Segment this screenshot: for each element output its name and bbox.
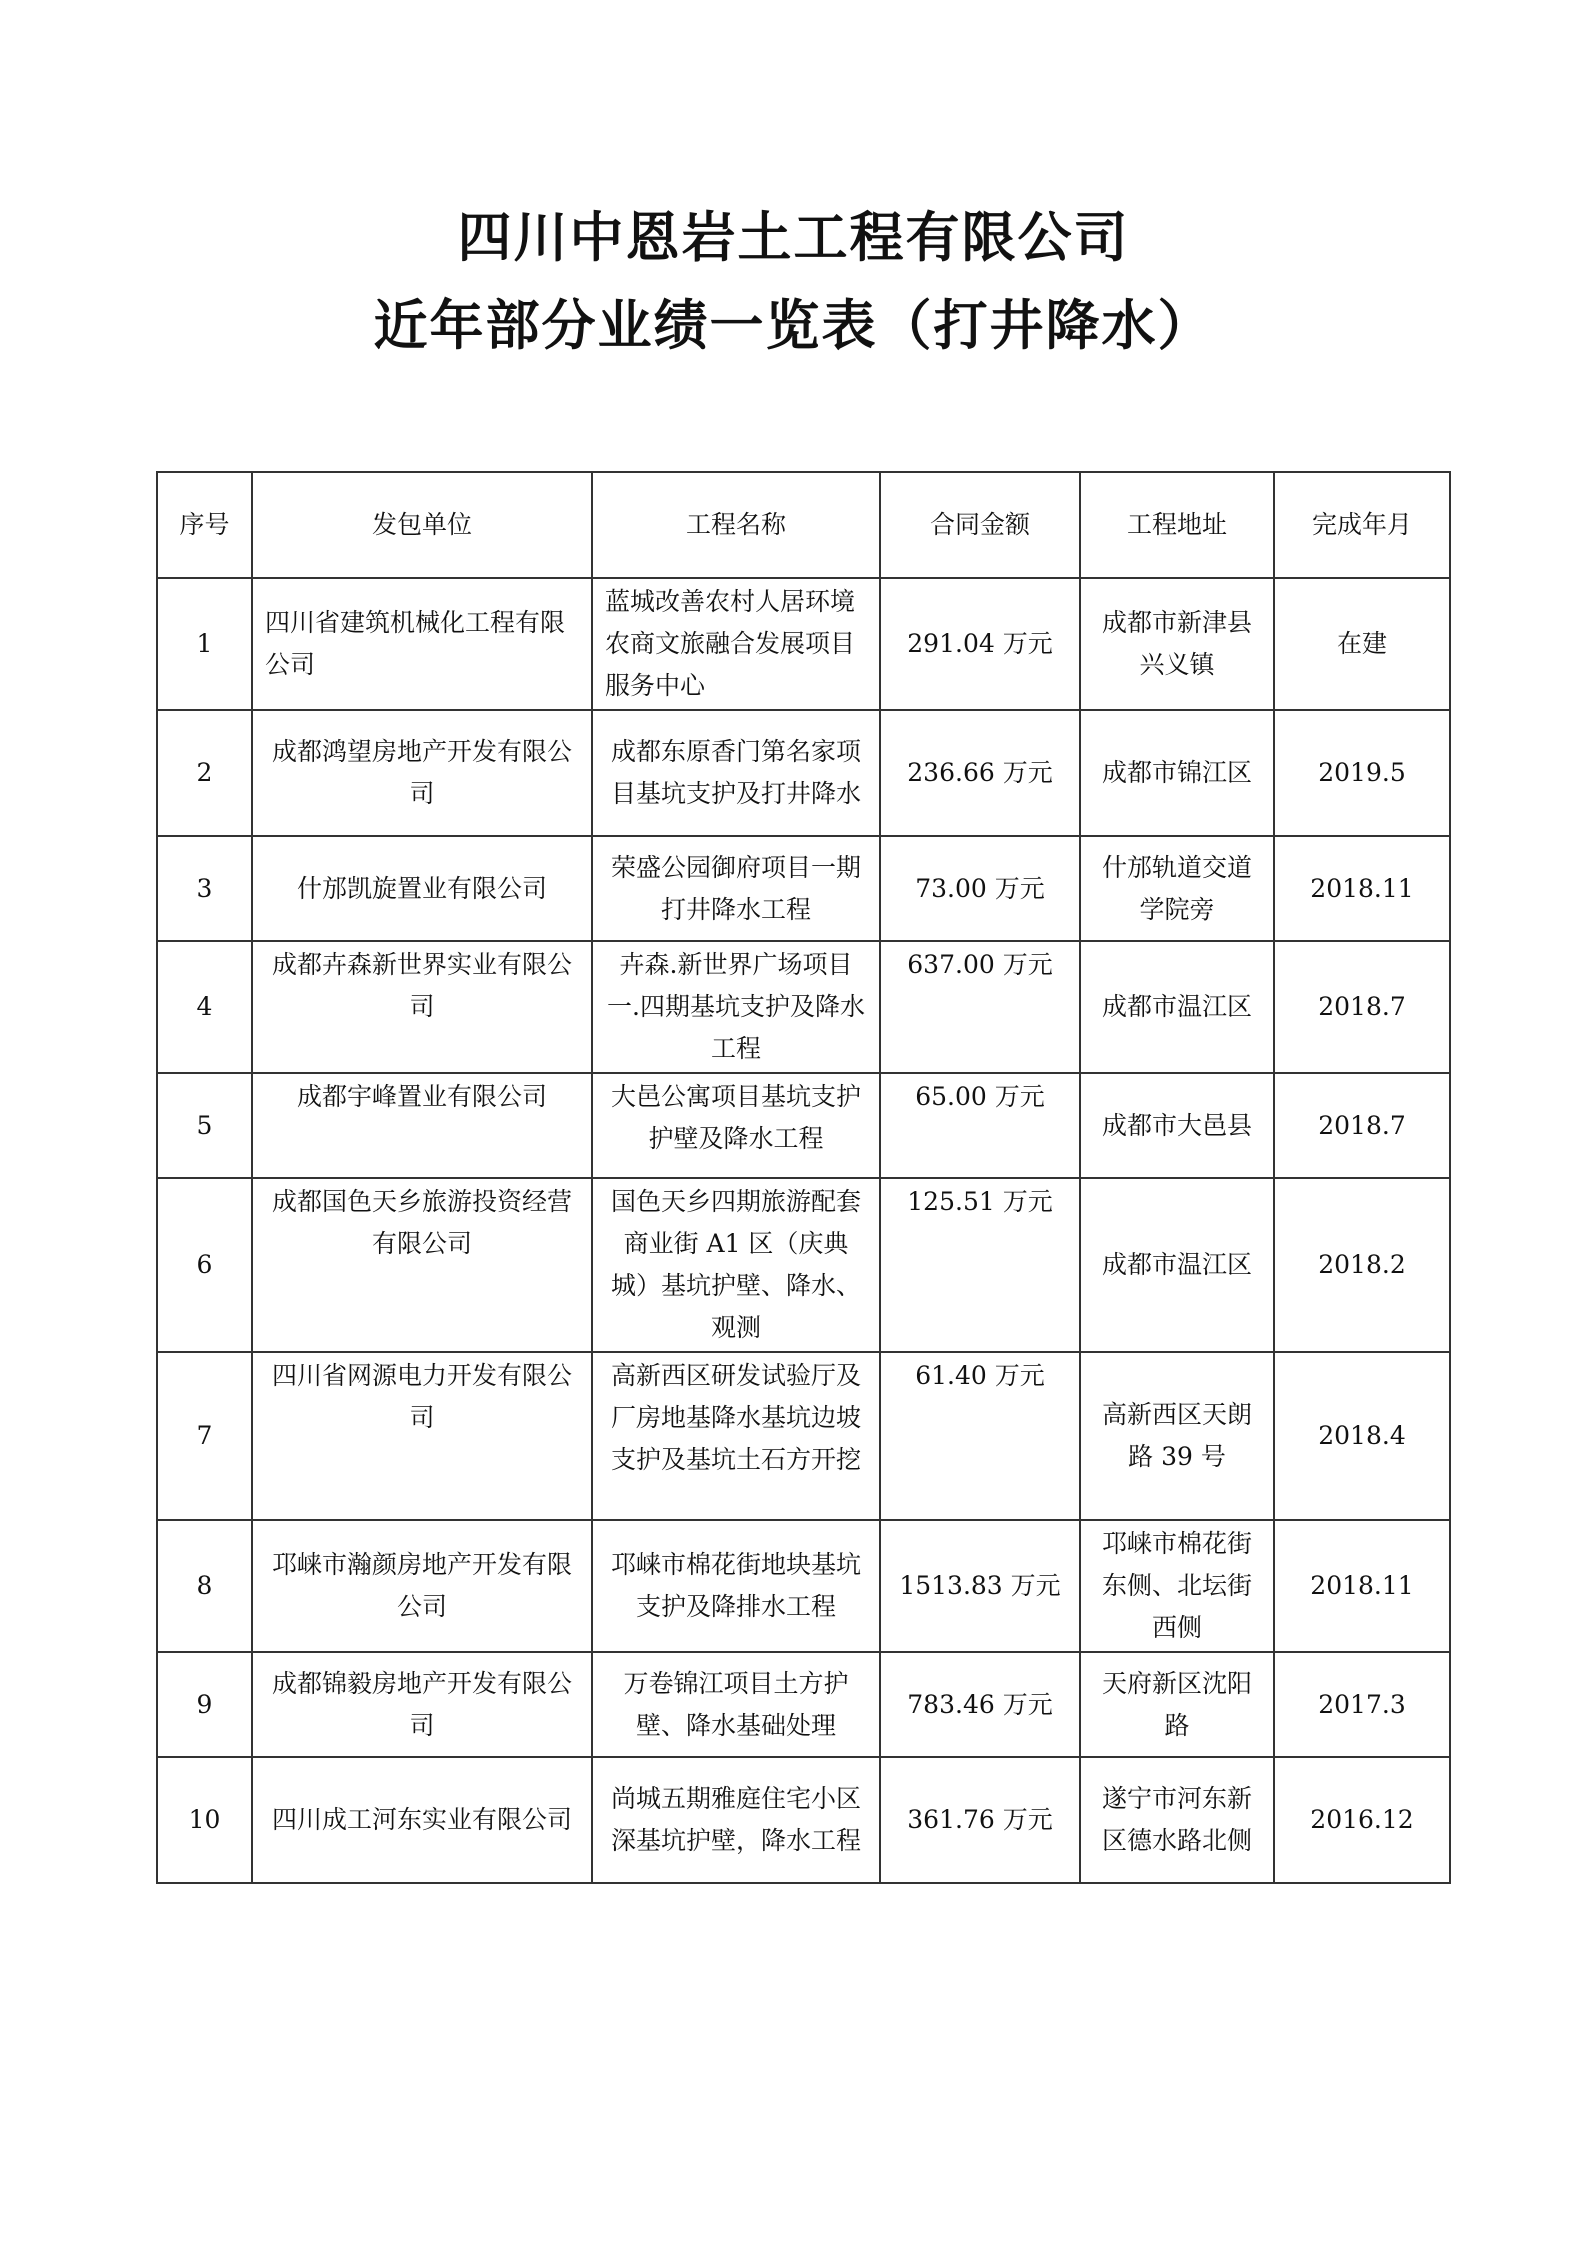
header-amount: 合同金额 (880, 472, 1080, 578)
header-address: 工程地址 (1080, 472, 1274, 578)
cell-client: 成都宇峰置业有限公司 (252, 1073, 592, 1178)
cell-no: 9 (157, 1652, 252, 1757)
cell-amount: 361.76 万元 (880, 1757, 1080, 1883)
cell-project: 邛崃市棉花街地块基坑支护及降排水工程 (592, 1520, 880, 1652)
cell-project: 国色天乡四期旅游配套商业街 A1 区（庆典城）基坑护壁、降水、观测 (592, 1178, 880, 1352)
cell-project: 高新西区研发试验厅及厂房地基降水基坑边坡支护及基坑土石方开挖 (592, 1352, 880, 1520)
table-row (157, 710, 1450, 836)
cell-client: 四川省建筑机械化工程有限公司 (252, 578, 592, 710)
cell-amount: 1513.83 万元 (880, 1520, 1080, 1652)
table-row (157, 1178, 1450, 1352)
cell-no: 2 (157, 710, 252, 836)
header-date: 完成年月 (1274, 472, 1450, 578)
table-row (157, 1073, 1450, 1178)
cell-date: 2018.7 (1274, 1073, 1450, 1178)
cell-amount: 291.04 万元 (880, 578, 1080, 710)
cell-client: 成都卉森新世界实业有限公司 (252, 941, 592, 1073)
header-project: 工程名称 (592, 472, 880, 578)
cell-amount: 783.46 万元 (880, 1652, 1080, 1757)
cell-address: 成都市锦江区 (1080, 710, 1274, 836)
table-row (157, 1652, 1450, 1757)
cell-date: 在建 (1274, 578, 1450, 710)
performance-table (156, 471, 1451, 1884)
cell-no: 6 (157, 1178, 252, 1352)
cell-address: 遂宁市河东新区德水路北侧 (1080, 1757, 1274, 1883)
cell-amount: 236.66 万元 (880, 710, 1080, 836)
header-client: 发包单位 (252, 472, 592, 578)
cell-project: 万卷锦江项目土方护壁、降水基础处理 (592, 1652, 880, 1757)
cell-client: 成都锦毅房地产开发有限公司 (252, 1652, 592, 1757)
cell-amount: 637.00 万元 (880, 941, 1080, 1073)
cell-no: 10 (157, 1757, 252, 1883)
cell-client: 什邡凯旋置业有限公司 (252, 836, 592, 941)
table-row (157, 1352, 1450, 1520)
cell-client: 四川省网源电力开发有限公司 (252, 1352, 592, 1520)
table-row (157, 941, 1450, 1073)
cell-date: 2016.12 (1274, 1757, 1450, 1883)
cell-project: 荣盛公园御府项目一期打井降水工程 (592, 836, 880, 941)
cell-address: 什邡轨道交道学院旁 (1080, 836, 1274, 941)
cell-no: 3 (157, 836, 252, 941)
cell-date: 2018.4 (1274, 1352, 1450, 1520)
table-header-row (157, 472, 1450, 578)
document-title-line-2: 近年部分业绩一览表（打井降水） (373, 294, 1214, 357)
cell-date: 2018.11 (1274, 836, 1450, 941)
cell-address: 成都市大邑县 (1080, 1073, 1274, 1178)
cell-no: 4 (157, 941, 252, 1073)
header-no: 序号 (157, 472, 252, 578)
cell-date: 2018.11 (1274, 1520, 1450, 1652)
cell-amount: 125.51 万元 (880, 1178, 1080, 1352)
cell-project: 成都东原香门第名家项目基坑支护及打井降水 (592, 710, 880, 836)
cell-address: 邛崃市棉花街东侧、北坛街西侧 (1080, 1520, 1274, 1652)
cell-no: 8 (157, 1520, 252, 1652)
document-title-line-1: 四川中恩岩土工程有限公司 (457, 206, 1130, 269)
cell-address: 成都市温江区 (1080, 1178, 1274, 1352)
cell-project: 尚城五期雅庭住宅小区深基坑护壁，降水工程 (592, 1757, 880, 1883)
cell-client: 邛崃市瀚颜房地产开发有限公司 (252, 1520, 592, 1652)
cell-project: 卉森.新世界广场项目一.四期基坑支护及降水工程 (592, 941, 880, 1073)
cell-client: 成都国色天乡旅游投资经营有限公司 (252, 1178, 592, 1352)
cell-date: 2018.7 (1274, 941, 1450, 1073)
cell-client: 四川成工河东实业有限公司 (252, 1757, 592, 1883)
cell-date: 2018.2 (1274, 1178, 1450, 1352)
cell-client: 成都鸿望房地产开发有限公司 (252, 710, 592, 836)
table-row (157, 1520, 1450, 1652)
table-row (157, 578, 1450, 710)
cell-project: 蓝城改善农村人居环境农商文旅融合发展项目服务中心 (592, 578, 880, 710)
cell-address: 成都市温江区 (1080, 941, 1274, 1073)
cell-no: 1 (157, 578, 252, 710)
cell-date: 2017.3 (1274, 1652, 1450, 1757)
cell-project: 大邑公寓项目基坑支护护壁及降水工程 (592, 1073, 880, 1178)
cell-date: 2019.5 (1274, 710, 1450, 836)
cell-address: 成都市新津县兴义镇 (1080, 578, 1274, 710)
cell-amount: 65.00 万元 (880, 1073, 1080, 1178)
cell-no: 7 (157, 1352, 252, 1520)
cell-amount: 61.40 万元 (880, 1352, 1080, 1520)
table-row (157, 1757, 1450, 1883)
cell-amount: 73.00 万元 (880, 836, 1080, 941)
cell-address: 天府新区沈阳路 (1080, 1652, 1274, 1757)
cell-address: 高新西区天朗路 39 号 (1080, 1352, 1274, 1520)
table-row (157, 836, 1450, 941)
cell-no: 5 (157, 1073, 252, 1178)
